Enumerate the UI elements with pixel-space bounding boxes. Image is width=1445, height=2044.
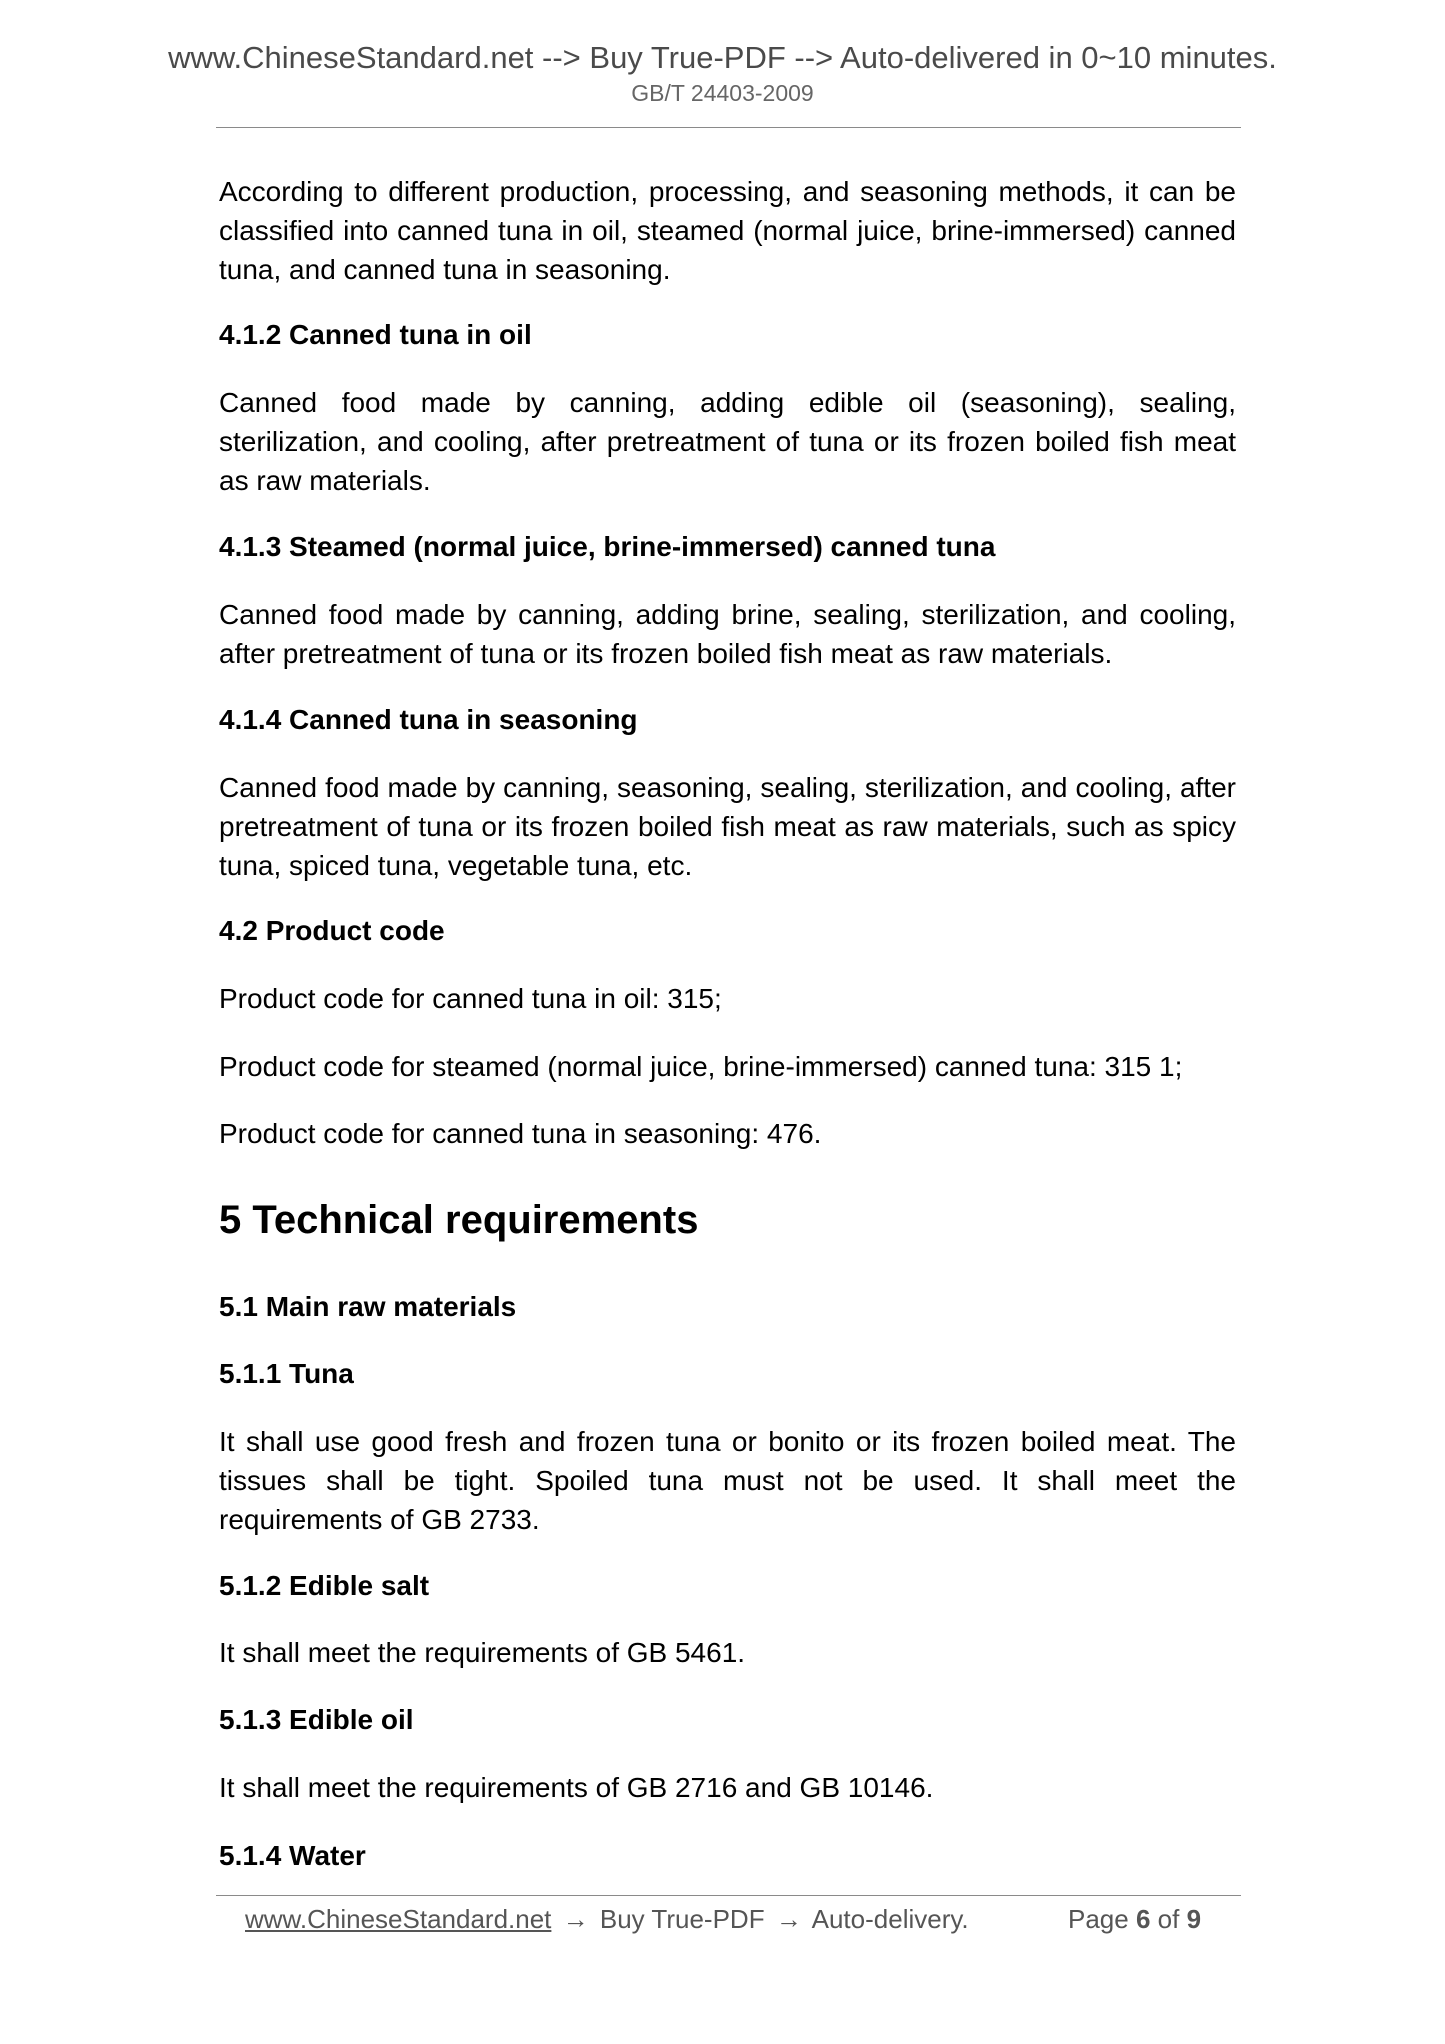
page-label: Page: [1068, 1904, 1129, 1934]
heading-5-1-3: 5.1.3 Edible oil: [219, 1704, 414, 1735]
total-pages: 9: [1186, 1904, 1202, 1934]
heading-4-1-2: 4.1.2 Canned tuna in oil: [219, 319, 532, 350]
product-code-steamed: Product code for steamed (normal juice, brine-immersed) canned tuna: 315 1;: [219, 1051, 1183, 1082]
footer-delivery-text: Auto-delivery.: [811, 1904, 969, 1934]
intro-paragraph: According to different production, processing, and seasoning methods, it can be classified into canned tuna in oil, steamed (normal juice, brine-immersed) canned tuna, and canned tuna in seasoning.: [219, 176, 1236, 285]
footer-buy-text: Buy True-PDF: [599, 1904, 765, 1934]
heading-5-1-1: 5.1.1 Tuna: [219, 1358, 354, 1389]
arrow-right-icon: →: [775, 1904, 802, 1934]
product-code-oil: Product code for canned tuna in oil: 315;: [219, 983, 722, 1014]
paragraph-4-1-4: Canned food made by canning, seasoning, sealing, sterilization, and cooling, after pretreatment of tuna or its frozen boiled fish meat as raw materials, such as spicy tuna, spiced tuna, vegetable tuna, etc.: [219, 772, 1236, 881]
product-code-seasoning: Product code for canned tuna in seasoning: 476.: [219, 1118, 822, 1149]
of-label: of: [1157, 1904, 1180, 1934]
paragraph-5-1-3: It shall meet the requirements of GB 2716 and GB 10146.: [219, 1772, 934, 1803]
heading-5: 5 Technical requirements: [219, 1198, 699, 1242]
heading-5-1: 5.1 Main raw materials: [219, 1291, 517, 1322]
standard-code: GB/T 24403-2009: [631, 80, 814, 106]
paragraph-5-1-1: It shall use good fresh and frozen tuna or bonito or its frozen boiled meat. The tissues shall be tight. Spoiled tuna must not be used. It shall meet the requirements of GB 2733.: [219, 1426, 1236, 1535]
page-number: 6: [1135, 1904, 1151, 1934]
heading-4-2: 4.2 Product code: [219, 915, 445, 946]
paragraph-4-1-3: Canned food made by canning, adding brine, sealing, sterilization, and cooling, after pretreatment of tuna or its frozen boiled fish meat as raw materials.: [219, 599, 1236, 669]
heading-4-1-3: 4.1.3 Steamed (normal juice, brine-immersed) canned tuna: [219, 531, 996, 562]
paragraph-5-1-2: It shall meet the requirements of GB 5461.: [219, 1637, 746, 1668]
paragraph-4-1-2: Canned food made by canning, adding edible oil (seasoning), sealing, sterilization, and cooling, after pretreatment of tuna or its frozen boiled fish meat as raw materials.: [219, 387, 1236, 496]
heading-5-1-4: 5.1.4 Water: [219, 1840, 366, 1871]
page-indicator: [1068, 1902, 1201, 1936]
footer-divider: [216, 1895, 1241, 1896]
header-banner: www.ChineseStandard.net --> Buy True-PDF --> Auto-delivered in 0~10 minutes.: [168, 40, 1277, 75]
arrow-right-icon: →: [562, 1904, 589, 1934]
heading-4-1-4: 4.1.4 Canned tuna in seasoning: [219, 704, 638, 735]
footer-site-link[interactable]: www.ChineseStandard.net: [245, 1904, 552, 1934]
heading-5-1-2: 5.1.2 Edible salt: [219, 1570, 430, 1601]
footer-promo: [245, 1902, 969, 1936]
header-divider: [216, 127, 1241, 128]
